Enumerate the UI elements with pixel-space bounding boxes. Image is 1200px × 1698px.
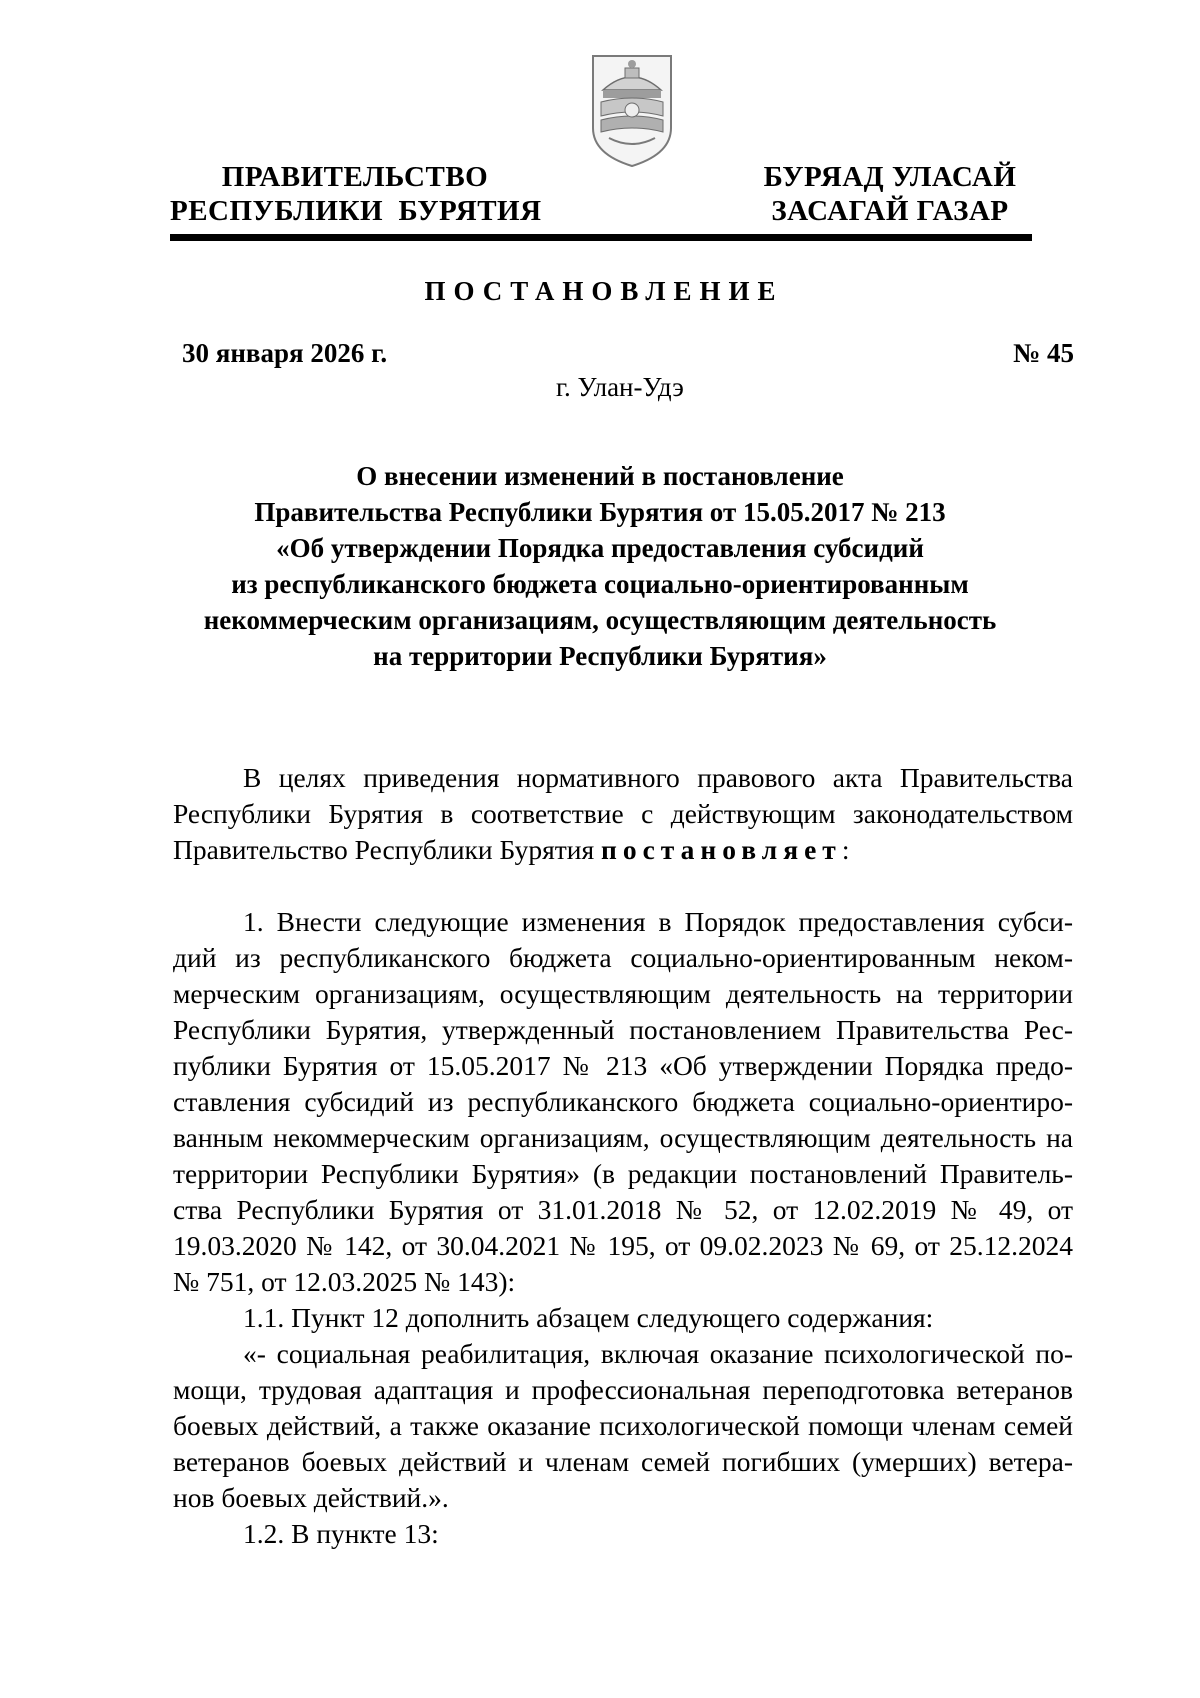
government-name-russian bbox=[170, 160, 540, 228]
quote-line: мощи, трудовая адаптация и профессиональная переподготовка ветеранов bbox=[173, 1374, 1073, 1405]
preamble-line: В целях приведения нормативного правового акта Правительства bbox=[243, 762, 1073, 793]
government-name-buryat bbox=[750, 160, 1030, 228]
item-1-line: мерческим организациям, осуществляющим деятельность на территории bbox=[173, 978, 1073, 1009]
item-1-2: 1.2. В пункте 13: bbox=[243, 1518, 439, 1549]
coat-of-arms-emblem bbox=[589, 50, 675, 170]
item-1-line: Республики Бурятия, утвержденный постановлением Правительства Рес- bbox=[173, 1014, 1073, 1045]
resolves-word: постановляет bbox=[601, 834, 842, 865]
quote-line: «- социальная реабилитация, включая оказание психологической по- bbox=[243, 1338, 1073, 1369]
quote-line: боевых действий, а также оказание психологической помощи членам семей bbox=[173, 1410, 1073, 1441]
item-1-line: публики Бурятия от 15.05.2017 № 213 «Об утверждении Порядка предо- bbox=[173, 1050, 1073, 1081]
document-city: г. Улан-Удэ bbox=[556, 372, 684, 402]
preamble-line bbox=[173, 832, 1073, 868]
document-body bbox=[173, 760, 1073, 1552]
title-line: «Об утверждении Порядка предоставления субсидий bbox=[276, 533, 924, 563]
item-1-line: 19.03.2020 № 142, от 30.04.2021 № 195, от 09.02.2023 № 69, от 25.12.2024 bbox=[173, 1230, 1073, 1261]
government-name-line1: ПРАВИТЕЛЬСТВО bbox=[221, 161, 489, 193]
title-line: некоммерческим организациям, осуществляющим деятельность bbox=[203, 605, 997, 635]
document-title bbox=[150, 458, 1050, 674]
preamble-text: Правительство Республики Бурятия bbox=[173, 834, 601, 865]
item-1-line: территории Республики Бурятия» (в редакции постановлений Правитель- bbox=[173, 1158, 1073, 1189]
quote-line: ветеранов боевых действий и членам семей погибших (умерших) ветера- bbox=[173, 1446, 1073, 1477]
item-1-line: ванным некоммерческим организациям, осуществляющим деятельность на bbox=[173, 1122, 1073, 1153]
document-number: № 45 bbox=[1013, 338, 1074, 368]
header-divider bbox=[170, 234, 1032, 241]
item-1-line: 1. Внести следующие изменения в Порядок предоставления субси- bbox=[243, 906, 1073, 937]
title-line: на территории Республики Бурятия» bbox=[373, 641, 827, 671]
item-1-line: ства Республики Бурятия от 31.01.2018 № 52, от 12.02.2019 № 49, от bbox=[173, 1194, 1073, 1225]
document-date: 30 января 2026 г. bbox=[182, 338, 388, 368]
government-name-buryat-line2: ЗАСАГАЙ ГАЗАР bbox=[771, 195, 1009, 227]
item-1-line: № 751, от 12.03.2025 № 143): bbox=[173, 1266, 516, 1297]
preamble-colon: : bbox=[841, 834, 850, 865]
preamble-line: Республики Бурятия в соответствие с действующим законодательством bbox=[173, 798, 1073, 829]
government-name-line2: РЕСПУБЛИКИ БУРЯТИЯ bbox=[170, 195, 542, 227]
item-1-line: дий из республиканского бюджета социально-ориентированным неком- bbox=[173, 942, 1073, 973]
item-1-1: 1.1. Пункт 12 дополнить абзацем следующего содержания: bbox=[243, 1302, 934, 1333]
title-line: Правительства Республики Бурятия от 15.05.2017 № 213 bbox=[254, 497, 946, 527]
title-line: из республиканского бюджета социально-ориентированным bbox=[231, 569, 969, 599]
government-name-buryat-line1: БУРЯАД УЛАСАЙ bbox=[763, 161, 1017, 193]
document-type: ПОСТАНОВЛЕНИЕ bbox=[424, 276, 784, 306]
quote-line: нов боевых действий.». bbox=[173, 1482, 449, 1513]
item-1-line: ставления субсидий из республиканского бюджета социально-ориентиро- bbox=[173, 1086, 1073, 1117]
title-line: О внесении изменений в постановление bbox=[356, 461, 844, 491]
